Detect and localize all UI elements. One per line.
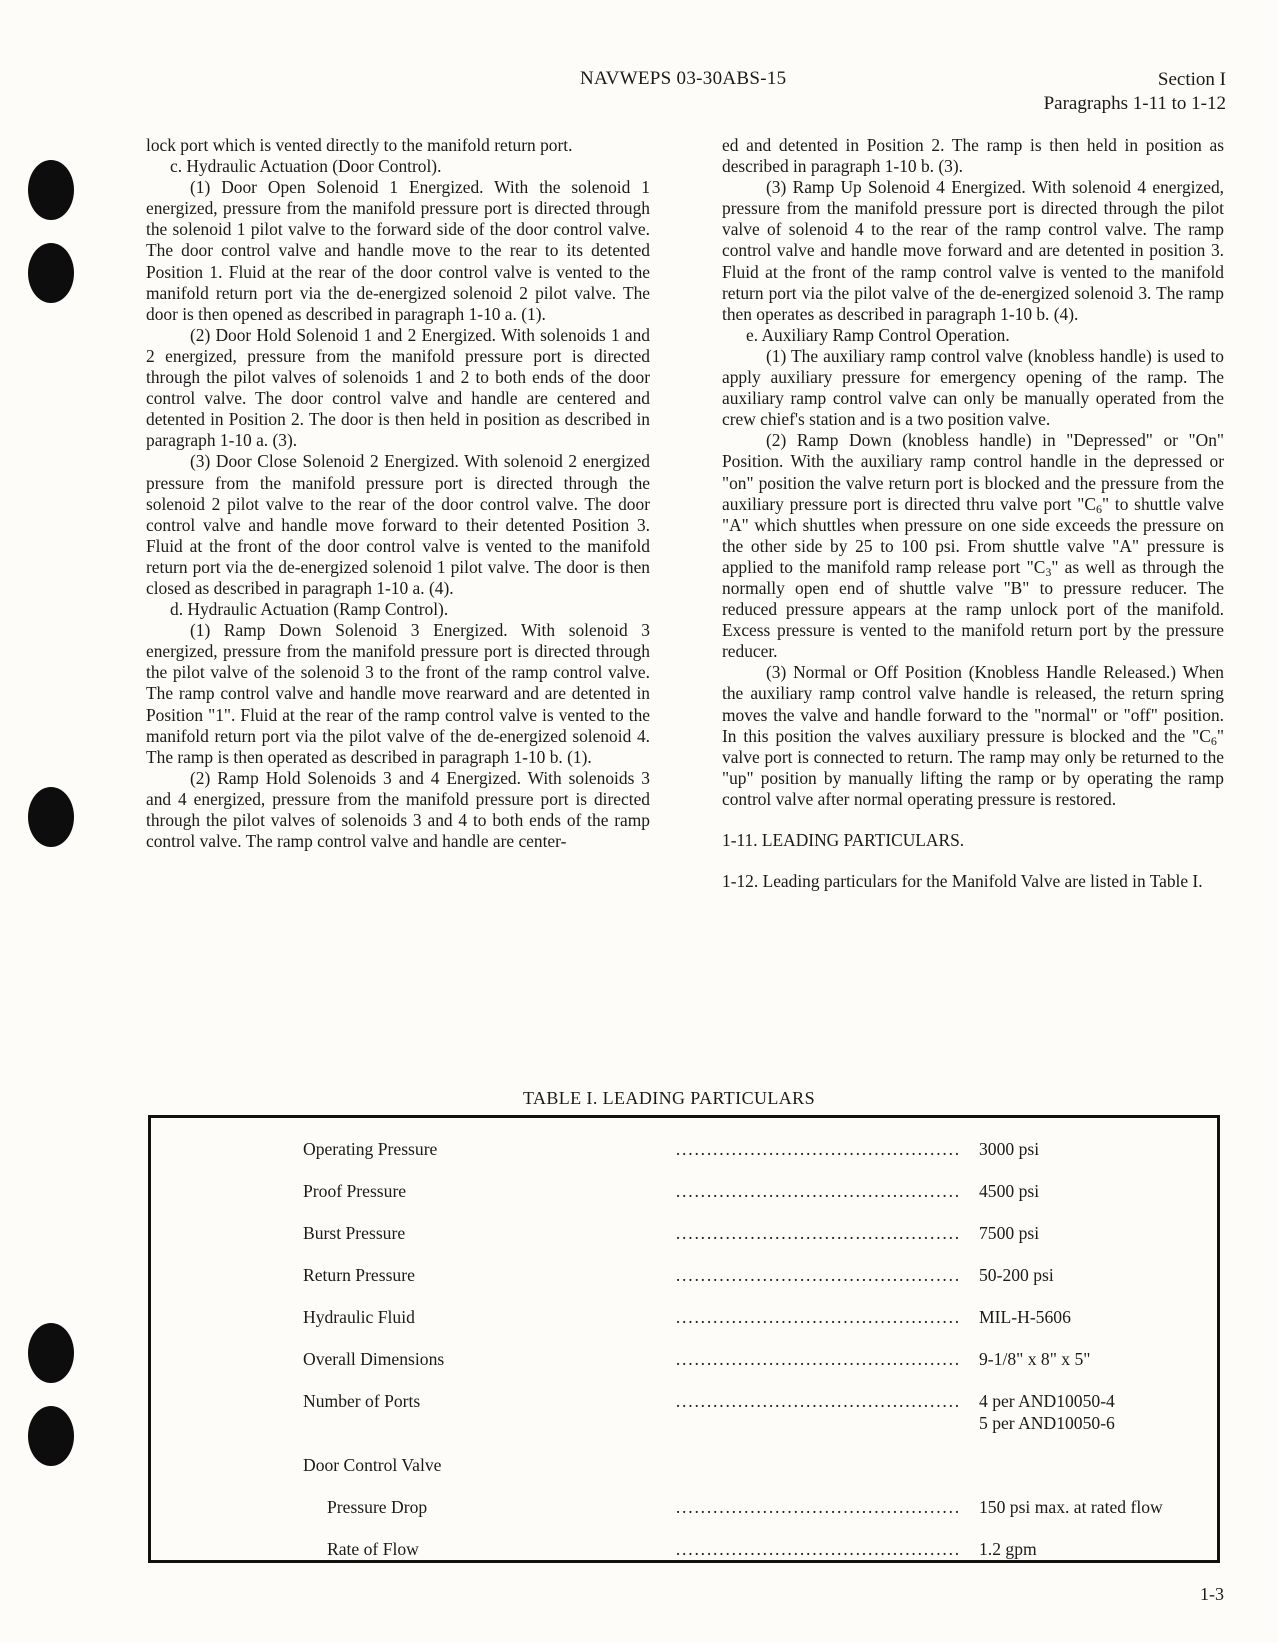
binder-hole-5 [28,1406,74,1466]
text-run: " valve port is connected to return. The ramp may only be returned to the "up" position by manually lifting the ramp or by operating the ramp control valve after normal operating pressure is restored. [722,725,1224,809]
binder-hole-2 [28,243,74,303]
leader-dots: .............................................. [675,1139,961,1159]
paragraph: (2) Door Hold Solenoid 1 and 2 Energized. With solenoids 1 and 2 energized, pressure from the manifold pressure port is directed through the pilot valves of solenoids 1 and 2 to both ends of the door control valve. The door control valve and handle are centered and detented in Position 2. The door is then held in position as described in paragraph 1-10 a. (3). [146,324,650,451]
section-header [1044,68,1226,116]
leader-dots: .............................................. [675,1307,961,1327]
section-label: Section I [1157,69,1226,90]
table-row [303,1138,1223,1164]
document-number: NAVWEPS 03-30ABS-15 [580,68,787,89]
row-label: Rate of Flow [327,1539,419,1559]
leader-dots: .............................................. [675,1265,961,1285]
subscript: 6 [1210,733,1217,748]
table-row [303,1538,1223,1564]
paragraph: (1) Door Open Solenoid 1 Energized. With the solenoid 1 energized, pressure from the manifold pressure port is directed through the solenoid 1 pilot valve to the forward side of the door control valve. The door control valve and handle move to the rear to its detented Position 1. Fluid at the rear of the door control valve is vented to the manifold return port via the de-energized solenoid 2 pilot valve. The door is then opened as described in paragraph 1-10 a. (1). [146,177,650,324]
binder-hole-3 [28,787,74,847]
row-label: Operating Pressure [303,1139,438,1159]
row-value: 1.2 gpm [979,1539,1037,1559]
row-label: Door Control Valve [303,1455,442,1475]
leader-dots: .............................................. [675,1539,961,1559]
paragraph [722,430,1224,662]
row-value: 4 per AND10050-4 [979,1391,1115,1411]
table-title: TABLE I. LEADING PARTICULARS [522,1088,815,1108]
text-run: (3) Normal or Off Position (Knobless Handle Released.) When the auxiliary ramp control valve handle is released, the return spring moves the valve and handle forward to the "normal" or "off" position. In this position the valves auxiliary pressure is blocked and the "C [722,662,1224,746]
left-text-column [146,135,650,852]
table-row [303,1454,1223,1480]
binder-hole-1 [28,160,74,220]
table-row [303,1222,1223,1248]
leader-dots: .............................................. [675,1223,961,1243]
paragraph: lock port which is vented directly to the manifold return port. [146,135,573,155]
table-row [303,1390,1223,1433]
row-label: Overall Dimensions [303,1349,445,1369]
paragraph [722,662,1224,810]
subscript: 6 [1096,501,1102,516]
text-run: " to shuttle valve "A" which shuttles when pressure on one side exceeds the pressure on the other side by 25 to 100 psi. From shuttle valve "A" pressure is applied to the manifold ramp release port "C [722,493,1224,577]
text-run: " as well as through the normally open end of shuttle valve "B" to pressure reducer. The reduced pressure appears at the ramp unlock port of the manifold. Excess pressure is vented to the manifold return port by the pressure reducer. [722,556,1224,662]
leading-particulars-table [148,1115,1220,1563]
row-label: Burst Pressure [303,1223,406,1243]
subsection-heading: c. Hydraulic Actuation (Door Control). [170,156,442,177]
table-row [303,1496,1223,1522]
table-row [303,1306,1223,1332]
leader-dots: .............................................. [675,1349,961,1369]
leader-dots: .............................................. [675,1391,961,1411]
row-value: MIL-H-5606 [979,1307,1071,1327]
right-text-column [722,135,1224,892]
binder-hole-4 [28,1323,74,1383]
subsection-heading: d. Hydraulic Actuation (Ramp Control). [170,599,449,620]
row-label: Number of Ports [303,1391,421,1411]
row-label: Hydraulic Fluid [303,1307,415,1327]
table-row [303,1348,1223,1374]
row-value: 3000 psi [979,1139,1040,1159]
subsection-heading: e. Auxiliary Ramp Control Operation. [746,324,1010,345]
paragraph: (3) Ramp Up Solenoid 4 Energized. With solenoid 4 energized, pressure from the manifold pressure port is directed through the pilot valve of solenoid 4 to the rear of the ramp control valve. The ramp control valve and handle move forward and are detented in position 3. Fluid at the front of the ramp control valve is vented to the manifold return port via the pilot valve of the de-energized solenoid 3. The ramp then operates as described in paragraph 1-10 b. (4). [722,177,1224,324]
row-value: 7500 psi [979,1223,1040,1243]
section-heading: 1-11. LEADING PARTICULARS. [722,830,965,850]
page-number: 1-3 [1200,1584,1224,1604]
row-value-secondary: 5 per AND10050-6 [979,1413,1115,1433]
paragraph: ed and detented in Position 2. The ramp is then held in position as described in paragraph 1-10 b. (3). [722,135,1224,177]
paragraph: (3) Door Close Solenoid 2 Energized. With solenoid 2 energized pressure from the manifold pressure port is directed through the solenoid 2 pilot valve to the rear of the door control valve. The door control valve and handle move forward to their detented Position 3. Fluid at the front of the door control valve is vented to the manifold return port via the de-energized solenoid 1 pilot valve. The door is then closed as described in paragraph 1-10 a. (4). [146,451,650,598]
table-row [303,1180,1223,1206]
row-value: 9-1/8" x 8" x 5" [979,1349,1091,1369]
row-value: 50-200 psi [979,1265,1054,1285]
row-value: 4500 psi [979,1181,1040,1201]
table-row [303,1264,1223,1290]
paragraph: (1) The auxiliary ramp control valve (knobless handle) is used to apply auxiliary pressure for emergency opening of the ramp. The auxiliary ramp control valve can only be manually operated from the crew chief's station and is a two position valve. [722,345,1224,430]
text-run: (2) Ramp Down (knobless handle) in "Depressed" or "On" Position. With the auxiliary ramp control handle in the depressed or "on" position the valve return port is blocked and the pressure from the auxiliary pressure port is directed thru valve port "C [722,430,1224,514]
paragraph: (1) Ramp Down Solenoid 3 Energized. With solenoid 3 energized, pressure from the manifold pressure port is directed through the pilot valve of the solenoid 3 to the front of the ramp control valve. The ramp control valve and handle move rearward and are detented in Position "1". Fluid at the rear of the ramp control valve is vented to the manifold return port via the pilot valve of the de-energized solenoid 4. The ramp is then operated as described in paragraph 1-10 b. (1). [146,620,650,767]
row-label: Return Pressure [303,1265,415,1285]
subscript: 3 [1045,564,1052,579]
row-label: Pressure Drop [327,1497,428,1517]
row-label: Proof Pressure [303,1181,407,1201]
paragraph-range: Paragraphs 1-11 to 1-12 [1043,93,1226,114]
paragraph: (2) Ramp Hold Solenoids 3 and 4 Energized. With solenoids 3 and 4 energized, pressure from the manifold pressure port is directed through the pilot valves of solenoids 3 and 4 to both ends of the ramp control valve. The ramp control valve and handle are center- [146,767,650,852]
paragraph: 1-12. Leading particulars for the Manifold Valve are listed in Table I. [722,871,1203,892]
leader-dots: .............................................. [675,1497,961,1517]
leader-dots: .............................................. [675,1181,961,1201]
row-value: 150 psi max. at rated flow [979,1497,1163,1517]
